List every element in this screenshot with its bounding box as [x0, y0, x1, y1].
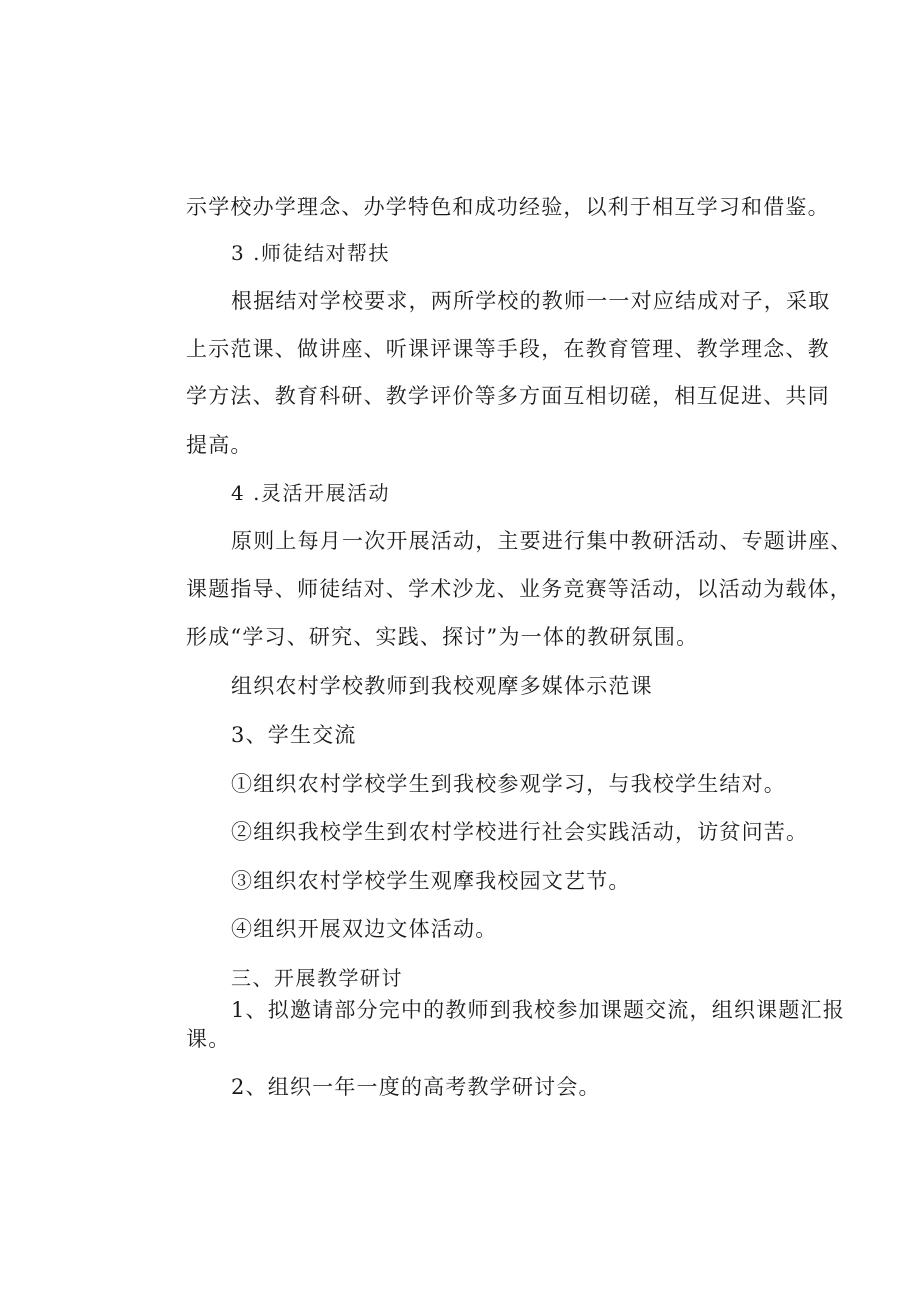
paragraph-line: 原则上每月一次开展活动，主要进行集中教研活动、专题讲座、	[231, 529, 853, 553]
paragraph-line: 形成“学习、研究、实践、探讨”为一体的教研氛围。	[186, 625, 699, 649]
section-heading: 三、开展教学研讨	[231, 966, 403, 990]
paragraph-line: 组织农村学校教师到我校观摩多媒体示范课	[231, 674, 653, 698]
paragraph-line: 课题指导、师徒结对、学术沙龙、业务竞赛等活动，以活动为载体，	[186, 577, 852, 601]
list-item: ①组织农村学校学生到我校参观学习，与我校学生结对。	[231, 772, 786, 796]
paragraph-line: 提高。	[186, 433, 253, 457]
section-heading: 3、学生交流	[231, 723, 357, 747]
paragraph-line: 学方法、教育科研、教学评价等多方面互相切磋，相互促进、共同	[186, 384, 830, 408]
list-item: 1、拟邀请部分完中的教师到我校参加课题交流，组织课题汇报	[231, 998, 845, 1022]
list-item: 课。	[186, 1027, 231, 1051]
paragraph-line: 示学校办学理念、办学特色和成功经验，以利于相互学习和借鉴。	[186, 195, 830, 219]
paragraph-line: 上示范课、做讲座、听课评课等手段，在教育管理、教学理念、教	[186, 337, 830, 361]
list-item: 2、组织一年一度的高考教学研讨会。	[231, 1075, 601, 1099]
list-item: ③组织农村学校学生观摩我校园文艺节。	[231, 869, 631, 893]
list-item: ④组织开展双边文体活动。	[231, 917, 498, 941]
paragraph-line: 根据结对学校要求，两所学校的教师一一对应结成对子，采取	[231, 289, 831, 313]
list-item: ②组织我校学生到农村学校进行社会实践活动，访贫问苦。	[231, 820, 809, 844]
section-heading: 4 .灵活开展活动	[231, 481, 390, 505]
section-heading: 3 .师徒结对帮扶	[231, 241, 390, 265]
